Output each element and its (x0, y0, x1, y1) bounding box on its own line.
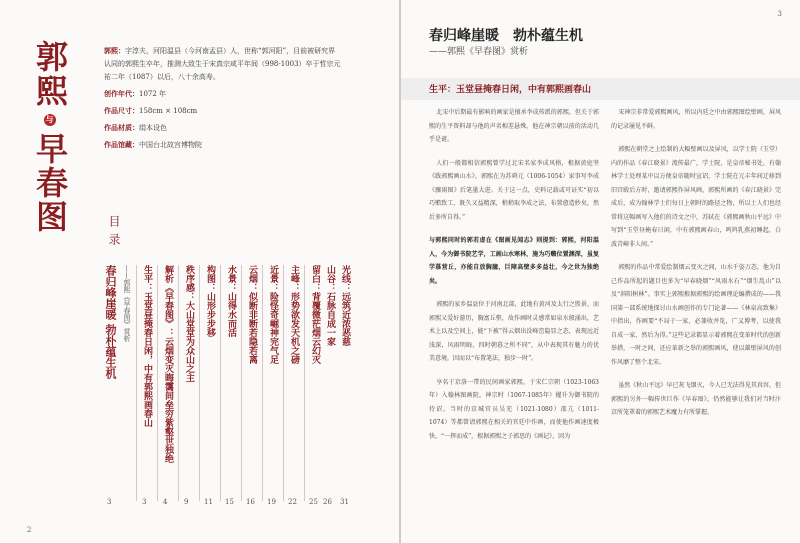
toc-divider (283, 265, 284, 501)
year-label: 创作年代： (104, 89, 139, 98)
toc-divider (136, 265, 137, 501)
size-value: 158cm × 108cm (139, 107, 198, 115)
vertical-title (30, 40, 70, 234)
toc-entry-label: 留白：背覆微茫烟云幻灭 (310, 265, 320, 364)
text-column-right (611, 106, 781, 430)
toc-page-number: 15 (225, 498, 234, 506)
bio-row (104, 44, 342, 84)
toc-page-number: 19 (267, 498, 276, 506)
toc-main-subtitle: ——郭熙《早春图》赏析 (123, 265, 131, 342)
toc-entry[interactable] (245, 265, 258, 495)
toc-entry-label: 近景：险怪奇崛神完气足 (268, 265, 278, 364)
title-char: 图 (31, 200, 69, 234)
toc-entry-label: 光线：远筑近浓恶慈 (340, 265, 350, 346)
toc-divider (199, 265, 200, 501)
paragraph: 北宋中后期最有影响的画家是擅承李成传派的郭熙，但关于郭熙的生平资料却与他的声名相差悬殊，他在神宗朝以前的活动几乎是谜。 (429, 109, 599, 143)
paragraph: 宋神宗非常爱郭熙画风，所以内廷之中由郭熙图绘壁画，屏风的记录屡见不鲜。 (611, 109, 781, 130)
toc-page-number: 11 (204, 498, 213, 506)
table-of-contents (104, 265, 350, 498)
toc-page-number: 31 (340, 498, 349, 506)
title-char: 熙 (31, 74, 69, 108)
text-column-left (429, 106, 599, 453)
seal-dot: 与 (45, 115, 55, 125)
toc-entry[interactable] (287, 265, 300, 495)
toc-divider (262, 265, 263, 501)
toc-entry[interactable] (266, 265, 279, 495)
size-label: 作品尺寸： (104, 106, 139, 115)
toc-entry[interactable] (140, 265, 153, 495)
medium-label: 作品材质： (104, 123, 139, 132)
toc-main-title: 春归峰崖暖 勃朴蕴生机 (104, 265, 117, 379)
toc-divider (157, 265, 158, 501)
toc-entry[interactable] (161, 265, 174, 495)
left-page (0, 0, 399, 543)
toc-entry-label: 主峰：形势欲发天机之磅 (289, 265, 299, 364)
right-page (401, 0, 800, 543)
year-row (104, 87, 342, 101)
medium-value: 绢本设色 (139, 124, 167, 132)
toc-page-number: 26 (323, 498, 332, 506)
toc-entry-main[interactable] (104, 265, 117, 495)
page-number: 3 (777, 10, 782, 18)
paragraph: 人们一般都相信郭熙曾学过北宋名家李成风格，根据黄庭坚《跋郭熙画山水》，郭熙在为苏舜元（1006-1054）家事写李成《骤雨图》后笔墨大进。关于这一点，史料记载或可证实“初以巧赡致工，既久又益精深，稍稍取李成之法，布置愈造妙矣，然后多所自得。” (429, 159, 599, 221)
article-title: 春归峰崖暖 勃朴蕴生机 (429, 28, 583, 44)
section-banner (401, 78, 800, 100)
toc-entry[interactable] (224, 265, 237, 495)
toc-entry[interactable] (323, 265, 336, 495)
museum-label: 作品馆藏： (104, 140, 139, 149)
museum-value: 中国台北故宫博物院 (139, 141, 202, 149)
section-heading: 生平：玉堂昼掩春日闲，中有郭熙画春山 (429, 85, 592, 95)
toc-entry-sub (120, 265, 133, 495)
page-number: 2 (27, 526, 32, 534)
toc-entry-label: 山谷：石脉自成一家 (325, 265, 335, 346)
toc-divider (241, 265, 242, 501)
quoted-paragraph: 与郭熙同时的郭若虚在《图画见闻志》则提到：郭熙，河阳温人，今为御书院艺学，工画山水寒林，施为巧赡位置渊深，虽复学慕营丘，亦能自放胸臆，巨障高壁多多益壮，今之世为独绝矣。 (429, 237, 599, 285)
toc-page-number: 25 (309, 498, 318, 506)
paragraph: 虽然《秋山平远》早已灰飞烟灭，今人已无法得见其真容，但郭熙的另外一幅传世巨作《早春图》，仍然能够让我们对当时汴京所笼罩着的郭熙艺术魔力有所掌握。 (611, 382, 781, 416)
toc-divider (178, 265, 179, 501)
toc-entry-label: 云烟：似断非断若隐若离 (247, 265, 257, 364)
medium-row (104, 121, 342, 135)
title-char: 早 (31, 132, 69, 166)
toc-entry-label: 生平：玉堂昼掩春日闲，中有郭熙画春山 (142, 265, 152, 427)
toc-entry-label: 秩序感：大山堂堂为众山之主 (184, 265, 194, 382)
paragraph: 郭熙的作品中常爱绘制烟云变灭之间，山水千姿万态，他为自己作品所起的题目也多为“早春晓烟”“风雨水石”“烟生乱山”以及“斜阳树林”。事实上郭熙根据郭熙的绘画理论编撰成的——我国第一部系统地探讨山水画创作的专门论著——《林泉高致集》中指出，作画要“不局于一家，必兼收并览，广义博考，以使我自成一家，然后为得。”这些记录都显示着郭熙在变革时代的创新举措，一时之间，还应革新之举的郭熙画风，使以雄壁屏风的创作风靡了整个北宋。 (611, 264, 781, 366)
artwork-info (104, 44, 342, 155)
toc-divider (220, 265, 221, 501)
toc-divider (304, 265, 305, 501)
title-char: 春 (31, 166, 69, 200)
toc-page-number: 16 (246, 498, 255, 506)
article-subtitle: ——郭熙《早春图》赏析 (429, 47, 529, 57)
paragraph: 郭熙的家乡温县位于河南北部，此地有黄河及太行之胜景，而郭熙又爱好游历，胸富丘壑，故作画时灵感常如泉水般涌出，艺术上以及空间上，能“下被”得云烟出没峰峦隐显之态，表现远近浅深，风雨明晦，四时朝暮之所不同”，从中表现其有魅力的优美意境，因而以“布置笔法，独步一时”。 (429, 301, 599, 362)
toc-entry[interactable] (182, 265, 195, 495)
title-char: 郭 (31, 40, 69, 74)
paragraph: 郭熙在朝堂之上绘制的大幅壁画以及屏风，以学士院（玉堂）内的作品《春江晓景》流传最广，学士院，是皇帝秘书处，有翰林学士处理某中以方便皇帝随时宣诏，学士院在元丰年间迁移到旧宫殿后方时，邀请郭熙作屏风画，郭熙所画的《春江晓景》完成后，成为翰林学士们每日上朝时的路径之物，所以士人们也经常将这幅画写入他们的诗文之中，苏轼在《郭熙画秋山平远》中写到“玉堂昼掩春日闲，中有郭熙画春山，鸣鸠乳燕初睡起，白波青嶂非人间。” (611, 146, 781, 248)
museum-row (104, 138, 342, 152)
toc-page-number: 3 (142, 498, 147, 506)
toc-entry[interactable] (308, 265, 321, 495)
size-row (104, 104, 342, 118)
toc-page-number: 3 (107, 498, 112, 506)
toc-entry-label: 水景：山得水而活 (226, 265, 236, 337)
bio-label: 郭熙： (104, 46, 125, 55)
toc-heading: 目录 (107, 215, 121, 251)
year-value: 1072 年 (139, 90, 167, 98)
bio-text: 字淳夫，河阳温县（今河南孟县）人，世称“郭河阳”，目前被研究界认同的郭熙生卒年，推测大致生于宋真宗咸平年间（998-1003）卒于哲宗元祐二年（1087）以后，八十余高寿。 (104, 47, 341, 81)
paragraph: 享名于京洛一带的民间画家郭熙，于宋仁宗朝（1023-1063年）入翰林图画院，神宗时（1067-1085年）擢升为御书院的待诏。当时的京城官员吴充（1021-1080）邵亢（1011-1074）等都曾请郭熙在相关的官廷中作画，而使他作画速度极快，“一挥而成”，根据郭熙之子郭思的《画记》，因为 (429, 378, 599, 440)
toc-entry-label: 构图：山形步步移 (205, 265, 215, 337)
toc-entry[interactable] (203, 265, 216, 495)
toc-entry-label: 解析《早春图》：云烟变灭晦霭间垒穷紫壑世独绝 (163, 265, 173, 463)
toc-page-number: 4 (163, 498, 168, 506)
toc-page-numbers (104, 498, 349, 512)
toc-page-number: 9 (184, 498, 189, 506)
toc-entry[interactable] (338, 265, 351, 495)
toc-page-number: 22 (288, 498, 297, 506)
